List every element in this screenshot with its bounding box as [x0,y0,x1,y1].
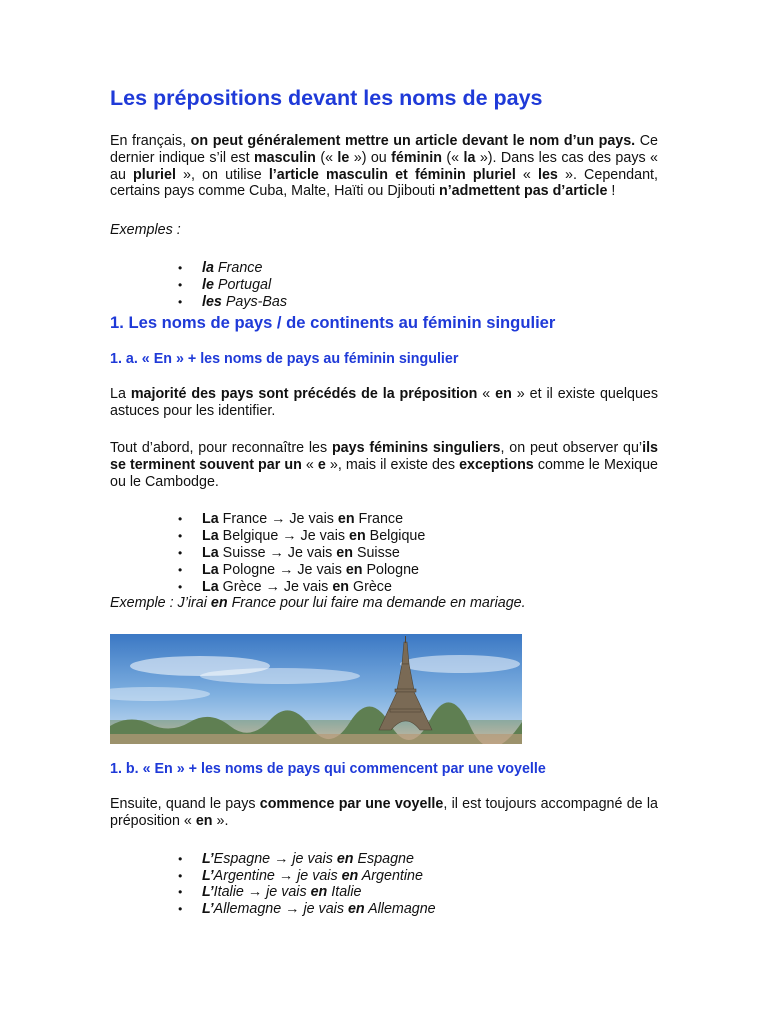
feminine-countries-list [110,511,658,595]
list-item: • L’Argentine → je vais en Argentine [110,868,658,885]
paragraph-tout-dabord: Tout d’abord, pour reconnaître les pays féminins singuliers, on peut observer qu’ils se terminent souvent par un « e », mais il existe des exceptions comme le Mexique ou le Cambodge. [110,439,659,490]
page-title: Les prépositions devant les noms de pays [110,86,543,110]
paragraph-majorite: La majorité des pays sont précédés de la préposition « en » et il existe quelques astuces pour les identifier. [110,386,658,420]
list-item: • le Portugal [110,277,658,294]
examples-label: Exemples : [110,222,181,239]
list-item: • la France [110,260,658,277]
list-item: • La Belgique → Je vais en Belgique [110,528,658,545]
list-item: • les Pays-Bas [110,294,658,311]
subsection-1b-heading: 1. b. « En » + les noms de pays qui commencent par une voyelle [110,761,546,778]
document-content [110,84,658,918]
list-item: • La France → Je vais en France [110,511,658,528]
list-item: • La Pologne → Je vais en Pologne [110,562,658,579]
vowel-countries-list [110,851,658,918]
section-1-heading: 1. Les noms de pays / de continents au féminin singulier [110,313,556,333]
list-item: • La Suisse → Je vais en Suisse [110,545,658,562]
subsection-1a-heading: 1. a. « En » + les noms de pays au féminin singulier [110,351,459,368]
list-item: • La Grèce → Je vais en Grèce [110,579,658,596]
list-item: • L’Allemagne → je vais en Allemagne [110,901,658,918]
examples-list [110,260,658,310]
intro-paragraph: En français, on peut généralement mettre un article devant le nom d’un pays. Ce dernier indique s’il est masculin (« le ») ou féminin (« la »). Dans les cas des pays « au pluriel », on utilise l’article masculin et féminin pluriel « les ». Cependant, certains pays comme Cuba, Malte, Haïti ou Djibouti n’admettent pas d’article ! [110,133,658,200]
list-item: • L’Espagne → je vais en Espagne [110,851,658,868]
paragraph-ensuite: Ensuite, quand le pays commence par une voyelle, il est toujours accompagné de la préposition « en ». [110,796,658,829]
list-item: • L’Italie → je vais en Italie [110,884,658,901]
example-sentence: Exemple : J’irai en France pour lui faire ma demande en mariage. [110,595,526,612]
eiffel-tower-image [110,634,522,744]
